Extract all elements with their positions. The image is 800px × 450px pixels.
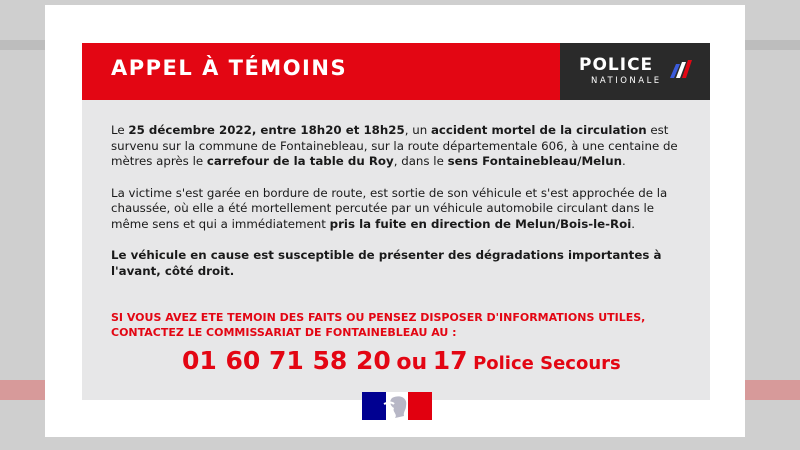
header-bar — [82, 43, 710, 100]
text-run: . — [622, 154, 626, 168]
text-run: , dans le — [393, 154, 448, 168]
police-nationale-logo — [560, 43, 710, 100]
emergency-number: 17 — [432, 346, 468, 375]
emergency-service: Police Secours — [473, 353, 621, 374]
marianne-logo-icon — [362, 392, 432, 420]
text-run-bold: accident mortel de la circulation — [430, 123, 647, 137]
paragraph-incident — [111, 123, 685, 170]
page-title: APPEL À TÉMOINS — [111, 56, 348, 80]
logo-police-text: POLICE — [579, 55, 654, 75]
text-run-bold: sens Fontainebleau/Melun — [447, 154, 623, 168]
cta-line: SI VOUS AVEZ ETE TEMOIN DES FAITS OU PENSEZ DISPOSER D'INFORMATIONS UTILES, — [111, 311, 646, 324]
phone-number: 01 60 71 58 20 — [182, 346, 391, 375]
tricolor-wing-icon — [668, 60, 692, 80]
text-run-bold: 25 décembre 2022, entre 18h20 et 18h25 — [128, 123, 405, 137]
logo-nationale-text: NATIONALE — [591, 76, 662, 86]
notice-panel — [82, 43, 710, 400]
phone-contact — [182, 346, 682, 375]
text-run-bold: carrefour de la table du Roy — [206, 154, 394, 168]
paragraph-vehicle — [111, 248, 685, 279]
text-run: est survenu sur la commune de Fontainebleau, sur la route départementale 606, à une centaine de mètres après le — [111, 123, 678, 168]
phone-or: ou — [396, 350, 428, 375]
text-run-bold: Le véhicule en cause est susceptible de présenter des dégradations importantes à l'avant, côté droit. — [111, 248, 662, 278]
text-run: , un — [404, 123, 431, 137]
text-run: La victime s'est garée en bordure de route, est sortie de son véhicule et s'est approchée de la chaussée, où elle a été mortellement percutée par un véhicule automobile circulant dans le même sens et qui a immédiatement — [111, 185, 668, 231]
paragraph-victim — [111, 186, 685, 233]
text-run: . — [631, 216, 636, 231]
call-to-action — [111, 310, 685, 340]
text-run-bold: pris la fuite en direction de Melun/Bois-le-Roi — [329, 216, 632, 231]
notice-card — [45, 5, 745, 437]
cta-line: CONTACTEZ LE COMMISSARIAT DE FONTAINEBLEAU AU : — [111, 326, 457, 339]
text-run: Le — [111, 123, 129, 137]
notice-body — [111, 123, 685, 295]
